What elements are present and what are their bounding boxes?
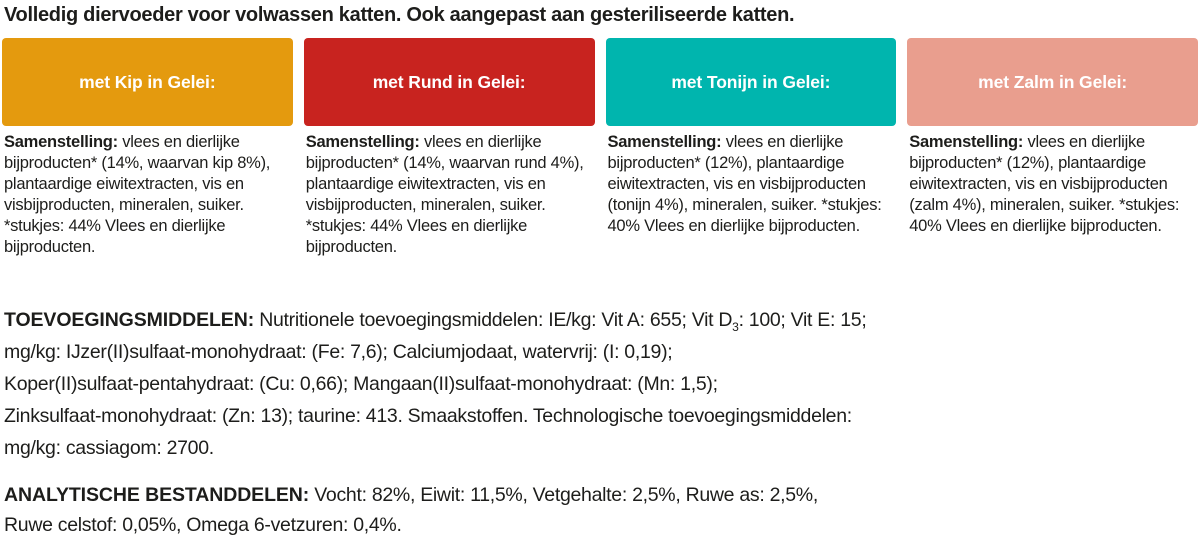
composition-tonijn: [608, 132, 895, 237]
composition-label-tonijn: Samenstelling:: [607, 133, 722, 151]
composition-rund: [306, 132, 593, 258]
variant-column-kip: [2, 38, 293, 258]
analytical-heading: ANALYTISCHE BESTANDDELEN:: [4, 484, 310, 506]
composition-text-zalm: vlees en dierlijke bijproducten* (12%), plantaardige eiwitextracten, vis en visbijproducten (zalm 4%), mineralen, suiker. *stukjes: 40% Vlees en dierlijke bijproducten.: [909, 133, 1180, 235]
variant-columns: [2, 38, 1198, 258]
composition-label-kip: Samenstelling:: [4, 133, 118, 151]
composition-kip: [4, 132, 291, 258]
additives-line3: Koper(II)sulfaat-pentahydraat: (Cu: 0,66); Mangaan(II)sulfaat-monohydraat: (Mn: 1,5);: [4, 373, 718, 395]
variant-column-zalm: [907, 38, 1198, 258]
variant-header-kip: met Kip in Gelei:: [2, 38, 293, 126]
additives-line1-pre: Nutritionele toevoegingsmiddelen: IE/kg: Vit A: 655; Vit D: [254, 309, 733, 331]
variant-column-tonijn: [606, 38, 897, 258]
additives-line1-post: : 100; Vit E: 15;: [738, 309, 867, 331]
additives-line2: mg/kg: IJzer(II)sulfaat-monohydraat: (Fe: 7,6); Calciumjodaat, watervrij: (I: 0,19);: [4, 341, 673, 363]
composition-label-zalm: Samenstelling:: [909, 133, 1024, 151]
vitamin-d3-subscript: 3: [732, 319, 739, 334]
composition-zalm: [909, 132, 1196, 237]
composition-text-tonijn: vlees en dierlijke bijproducten* (12%), plantaardige eiwitextracten, vis en visbijproducten (tonijn 4%), mineralen, suiker. *stukjes: 40% Vlees en dierlijke bijproducten.: [607, 133, 882, 235]
composition-label-rund: Samenstelling:: [305, 133, 420, 151]
additives-line4: Zinksulfaat-monohydraat: (Zn: 13); taurine: 413. Smaakstoffen. Technologische toevoegingsmiddelen:: [4, 405, 852, 427]
analytical-line1: Vocht: 82%, Eiwit: 11,5%, Vetgehalte: 2,5%, Ruwe as: 2,5%,: [309, 484, 818, 506]
variant-column-rund: [304, 38, 595, 258]
variant-header-rund: met Rund in Gelei:: [304, 38, 595, 126]
composition-text-kip: vlees en dierlijke bijproducten* (14%, waarvan kip 8%), plantaardige eiwitextracten, vis en visbijproducten, mineralen, suiker. *stukjes: 44% Vlees en dierlijke bijproducten.: [4, 133, 271, 256]
additives-heading: TOEVOEGINGSMIDDELEN:: [4, 309, 255, 331]
analytical-section: [4, 480, 1198, 540]
composition-text-rund: vlees en dierlijke bijproducten* (14%, waarvan rund 4%), plantaardige eiwitextracten, vis en visbijproducten, mineralen, suiker. *stukjes: 44% Vlees en dierlijke bijproducten.: [305, 133, 584, 256]
additives-section: [4, 304, 1198, 464]
additives-line5: mg/kg: cassiagom: 2700.: [4, 437, 214, 459]
page-title: Volledig diervoeder voor volwassen katten. Ook aangepast aan gesteriliseerde katten.: [4, 4, 795, 26]
analytical-line2: Ruwe celstof: 0,05%, Omega 6-vetzuren: 0,4%.: [4, 514, 402, 536]
variant-header-tonijn: met Tonijn in Gelei:: [606, 38, 897, 126]
variant-header-zalm: met Zalm in Gelei:: [907, 38, 1198, 126]
